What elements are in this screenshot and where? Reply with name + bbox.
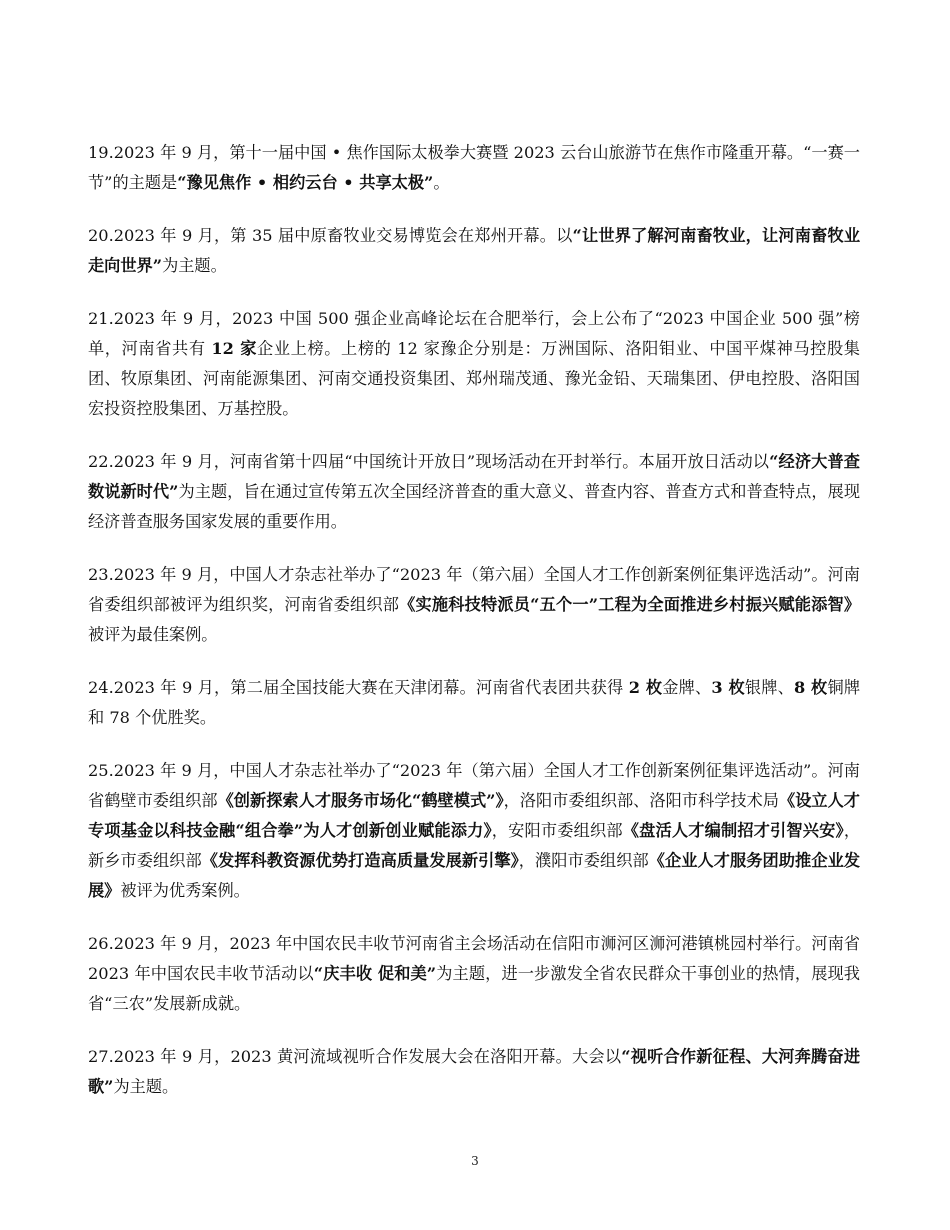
emphasis-text: “经济大普查 数说新时代” <box>88 452 860 501</box>
emphasis-text: 8 枚 <box>793 678 828 697</box>
paragraph-26 <box>88 929 860 1019</box>
emphasis-text: 《设立人才专项基金以科技金融“组合拳”为人才创新创业赋能添力》 <box>88 791 860 840</box>
emphasis-text: 《实施科技特派员“五个一”工程为全面推进乡村振兴赋能添智》 <box>399 595 861 614</box>
emphasis-text: “豫见焦作 • 相约云台 • 共享太极” <box>177 173 434 192</box>
document-body <box>88 138 860 1125</box>
emphasis-text: 12 家 <box>211 339 258 358</box>
body-text: 为主题，进一步激发全省农民群众干事创业的热情，展现我省“三农”发展新成就。 <box>88 964 860 1013</box>
paragraph-21 <box>88 304 860 424</box>
paragraph-19 <box>88 138 860 198</box>
body-text: 24.2023 年 9 月，第二届全国技能大赛在天津闭幕。河南省代表团共获得 <box>88 678 629 697</box>
body-text: 被评为最佳案例。 <box>88 625 218 644</box>
emphasis-text: “让世界了解河南畜牧业，让河南畜牧业走向世界” <box>88 226 861 275</box>
body-text: 为主题。 <box>113 1077 179 1096</box>
body-text: 。 <box>433 173 450 192</box>
body-text: 金牌、 <box>662 678 712 697</box>
body-text: 25.2023 年 9 月，中国人才杂志社举办了“2023 年（第六届）全国人才工作创新案例征集评选活动”。河南省鹤壁市委组织部 <box>88 761 860 810</box>
paragraph-23 <box>88 560 860 650</box>
emphasis-text: 《创新探索人才服务市场化“鹤壁模式”》 <box>217 791 504 810</box>
body-text: ，安阳市委组织部 <box>491 821 623 840</box>
body-text: 23.2023 年 9 月，中国人才杂志社举办了“2023 年（第六届）全国人才工作创新案例征集评选活动”。河南省委组织部被评为组织奖，河南省委组织部 <box>88 565 860 614</box>
paragraph-22 <box>88 447 860 537</box>
paragraph-20 <box>88 221 860 281</box>
body-text: 银牌、 <box>744 678 794 697</box>
paragraph-25 <box>88 756 860 906</box>
body-text: 22.2023 年 9 月，河南省第十四届“中国统计开放日”现场活动在开封举行。本届开放日活动以 <box>88 452 770 471</box>
body-text: 为主题。 <box>162 256 227 275</box>
paragraph-24 <box>88 673 860 733</box>
body-text: 20.2023 年 9 月，第 35 届中原畜牧业交易博览会在郑州开幕。以 <box>88 226 573 245</box>
body-text: 铜牌和 78 个优胜奖。 <box>88 678 861 727</box>
body-text: 21.2023 年 9 月，2023 中国 500 强企业高峰论坛在合肥举行，会上公布了“2023 中国企业 500 强”榜单，河南省共有 <box>88 309 860 358</box>
paragraph-27 <box>88 1042 860 1102</box>
emphasis-text: 《企业人才服务团助推企业发展》 <box>88 851 861 900</box>
emphasis-text: “视听合作新征程、大河奔腾奋进歌” <box>88 1047 861 1096</box>
emphasis-text: “庆丰收 促和美” <box>313 964 437 983</box>
body-text: 为主题，旨在通过宣传第五次全国经济普查的重大意义、普查内容、普查方式和普查特点，展现经济普查服务国家发展的重要作用。 <box>88 482 861 531</box>
emphasis-text: 《发挥科教资源优势打造高质量发展新引擎》 <box>201 851 519 870</box>
emphasis-text: 2 枚 <box>628 678 663 697</box>
body-text: 19.2023 年 9 月，第十一届中国 • 焦作国际太极拳大赛暨 2023 云台山旅游节在焦作市隆重开幕。“一赛一节”的主题是 <box>88 143 860 192</box>
page-number: 3 <box>471 1154 479 1168</box>
body-text: 26.2023 年 9 月，2023 年中国农民丰收节河南省主会场活动在信阳市浉河区浉河港镇桃园村举行。河南省 2023 年中国农民丰收节活动以 <box>88 934 860 983</box>
body-text: ，新乡市委组织部 <box>88 821 860 870</box>
body-text: 企业上榜。上榜的 12 家豫企分别是：万洲国际、洛阳钼业、中国平煤神马控股集团、牧原集团、河南能源集团、河南交通投资集团、郑州瑞茂通、豫光金铅、天瑞集团、伊电控股、洛阳国宏投资控股集团、万基控股。 <box>88 339 860 418</box>
emphasis-text: 《盘活人才编制招才引智兴安》 <box>622 821 844 840</box>
body-text: ，洛阳市委组织部、洛阳市科学技术局 <box>503 791 779 810</box>
body-text: 27.2023 年 9 月，2023 黄河流域视听合作发展大会在洛阳开幕。大会以 <box>88 1047 622 1066</box>
body-text: 被评为优秀案例。 <box>120 881 250 900</box>
emphasis-text: 3 枚 <box>711 678 745 697</box>
body-text: ，濮阳市委组织部 <box>518 851 649 870</box>
